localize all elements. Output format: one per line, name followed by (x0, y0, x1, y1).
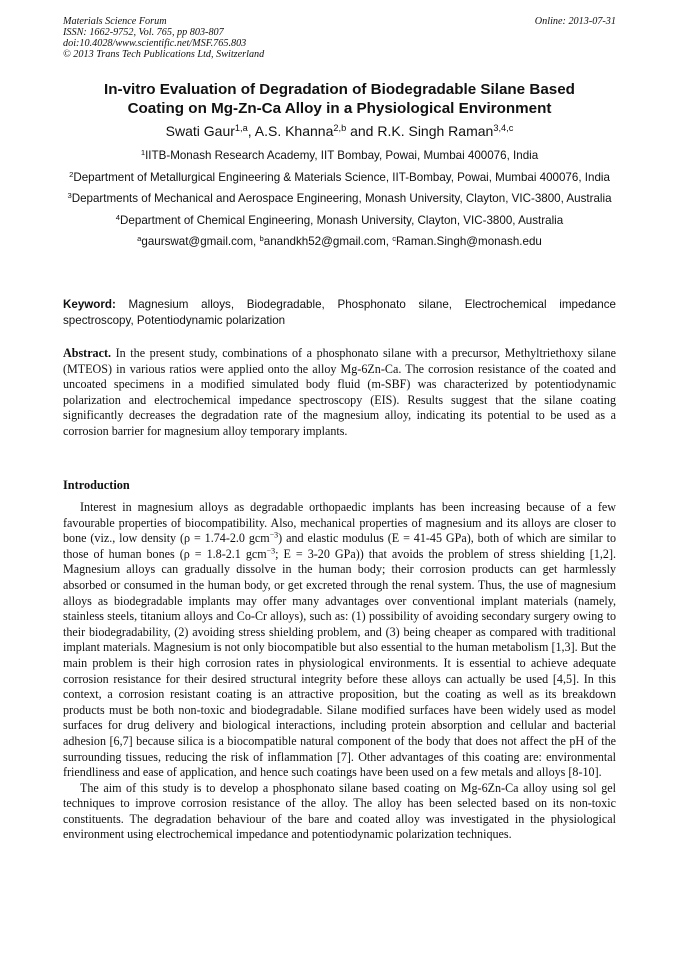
affiliation-text: Department of Chemical Engineering, Monash University, Clayton, VIC-3800, Australia (120, 213, 564, 227)
affiliation (63, 148, 616, 164)
paragraph (63, 781, 616, 843)
affiliation-superscript: 4 (115, 212, 121, 222)
paragraph-text: The aim of this study is to develop a phosphonato silane based coating on Mg-6Zn-Ca alloy using sol gel techniques to improve corrosion resistance of the alloy. The alloy has been selected based on its non-toxic constituents. The degradation behaviour of the bare and coated alloy was investigated in the physiological environment using electrochemical impedance and potentiodynamic polarization techniques. (63, 780, 616, 842)
copyright: © 2013 Trans Tech Publications Ltd, Switzerland (63, 49, 265, 60)
keyword-section (63, 297, 616, 328)
abstract-label: Abstract. (63, 346, 112, 360)
abstract-section (63, 346, 616, 440)
email-link[interactable]: Raman.Singh@monash.edu (396, 235, 542, 248)
journal-header (63, 16, 616, 60)
affiliation-text: Departments of Mechanical and Aerospace Engineering, Monash University, Clayton, VIC-3800, Australia (71, 192, 612, 205)
unit-superscript: −3 (266, 546, 276, 556)
paragraph-text: ) and elastic modulus (E = 41-45 GPa), both of which are similar to those of human bones (ρ = 1.8-2.1 gcm (63, 531, 616, 561)
introduction-body (63, 500, 616, 843)
title-line-1: In-vitro Evaluation of Degradation of Biodegradable Silane Based (104, 81, 575, 98)
affiliation-text: IITB-Monash Research Academy, IIT Bombay, Powai, Mumbai 400076, India (145, 149, 539, 162)
issn: ISSN: 1662-9752, Vol. 765, pp 803-807 (63, 27, 224, 38)
author-name: R.K. Singh Raman (377, 123, 494, 139)
author-superscript: 2,b (333, 122, 347, 133)
keyword-label: Keyword: (63, 298, 116, 311)
affiliations (63, 148, 616, 256)
affiliation-superscript: 3 (67, 190, 72, 200)
email-link[interactable]: gaurswat@gmail.com (141, 235, 254, 248)
abstract-text: In the present study, combinations of a phosphonato silane with a precursor, Methyltriethoxy silane (MTEOS) in various ratios were applied onto the alloy Mg-6Zn-Ca. The corrosion resistance of the coated and uncoated specimens in a modified simulated body fluid (m-SBF) was characterized by potentiodynamic polarization and electrochemical impedance spectroscopy (EIS). Results suggest that the silane coating significantly decreases the degradation rate of the magnesium alloy, indicating its potential to be used as a corrosion barrier for magnesium alloy temporary implants. (63, 346, 616, 438)
unit-superscript: −3 (269, 530, 279, 540)
email-superscript: b (259, 233, 264, 243)
affiliation-superscript: 1 (140, 147, 146, 157)
email-superscript: a (137, 233, 142, 243)
paragraph-text: Interest in magnesium alloys as degradable orthopaedic implants has been increasing because of a few favourable properties of biocompatibility. Also, mechanical properties of magnesium and its alloys are closer to bone (viz., low density (ρ = 1.74-2.0 gcm (63, 500, 616, 546)
affiliation (63, 170, 616, 186)
paragraph-text: ; E = 3-20 GPa)) that avoids the problem of stress shielding [1,2]. Magnesium alloys can gradually dissolve in the human body; their corrosion products can get harmlessly absorbed or consumed in the human body, or get excreted through the renal system. Thus, the use of magnesium alloys as biodegradable implants may offer many advantages over conventional implant materials (namely, stainless steels, titanium alloys and Co-Cr alloys), such as: (1) possibility of avoiding secondary surgery owing to their biodegradability, (2) avoiding stress shielding problem, and (3) being cheaper as compared with traditional implant materials. Magnesium is not only biocompatible but also essential to the human metabolism [1,3]. But the main problem is their high corrosion rates in physiological environments. It is essential to achieve adequate corrosion resistance for their desired structural integrity before these alloys can actually be used [4,5]. In this context, a corrosion resistant coating is an attractive proposition, but the coating as well as its breakdown products must be both non-toxic and biodegradable. Silane modified surfaces have been widely used as model surfaces for drug delivery and biological interactions, including protein absorption and cellular and bacterial adhesion [6,7] because silica is a biocompatible natural component of the body that does not affect the pH of the surrounding tissues, reducing the risk of inflammation [7]. Other advantages of this coating are: environmental friendliness and ease of application, and hence such coatings have been used on a few metals and alloys [8-10]. (63, 546, 616, 780)
keyword-text: Magnesium alloys, Biodegradable, Phosphonato silane, Electrochemical impedance spectroscopy, Potentiodynamic polarization (63, 298, 616, 327)
author-name: A.S. Khanna (254, 123, 334, 139)
author-superscript: 3,4,c (493, 122, 514, 133)
email-link[interactable]: anandkh52@gmail.com (263, 235, 386, 248)
title-line-2: Coating on Mg-Zn-Ca Alloy in a Physiological Environment (127, 100, 552, 117)
paragraph (63, 500, 616, 781)
affiliation (63, 191, 616, 207)
author-list: Swati Gaur$^{1,a}$, A.S. Khanna$^{2,b}$ and R.K. Singh Raman$^{3,4,c}$ (165, 122, 514, 139)
introduction-heading: Introduction (63, 478, 130, 492)
author-superscript: 1,a (234, 122, 248, 133)
email-superscript: c (392, 233, 397, 243)
paper-title (63, 80, 616, 118)
author-name: Swati Gaur (165, 123, 235, 139)
affiliation-text: Department of Metallurgical Engineering & Materials Science, IIT-Bombay, Powai, Mumbai 400076, India (73, 170, 610, 184)
affiliation (63, 213, 616, 229)
online-date: Online: 2013-07-31 (534, 16, 616, 27)
journal-name: Materials Science Forum (63, 16, 167, 27)
email-line: $^a$gaurswat@gmail.com, $^b$anandkh52@gmail.com, $^c$Raman.Singh@monash.edu (137, 233, 542, 248)
author-conjunction: and (346, 123, 378, 139)
doi: doi:10.4028/www.scientific.net/MSF.765.803 (63, 38, 247, 49)
affiliation-superscript: 2 (69, 169, 74, 179)
